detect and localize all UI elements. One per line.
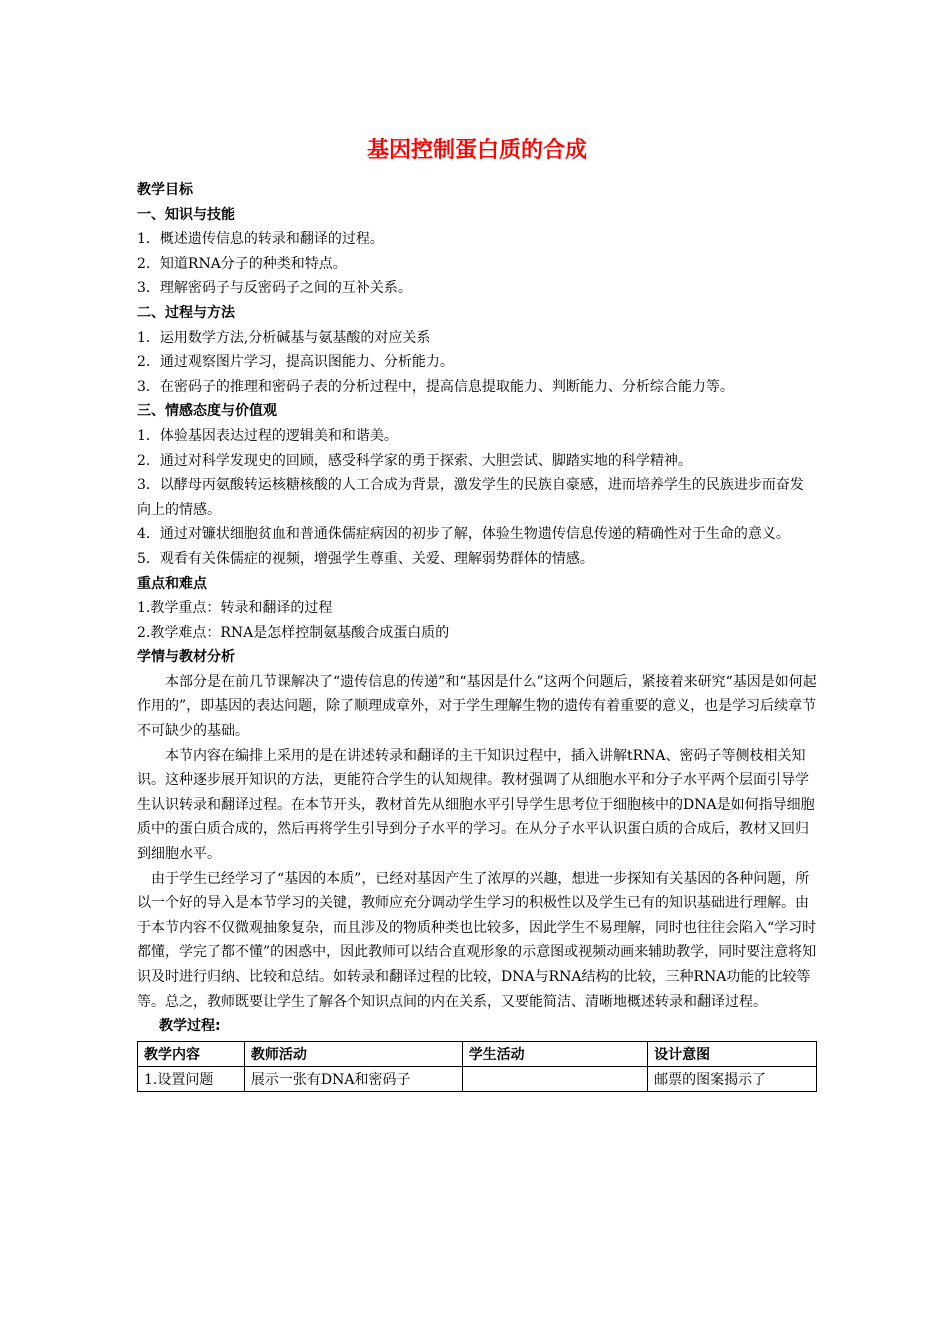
column-header: 教学内容	[138, 1041, 245, 1066]
column-header: 教师活动	[244, 1041, 462, 1066]
section-heading-attitude: 三、情感态度与价值观	[137, 403, 277, 420]
page-title: 基因控制蛋白质的合成	[366, 138, 587, 163]
section-heading-process: 二、过程与方法	[137, 304, 235, 321]
objectives-heading: 教学目标	[137, 182, 193, 198]
objective-item: 3．以酵母丙氨酸转运核糖核酸的人工合成为背景，激发学生的民族自豪感，进而培养学生的民族进步而奋发向上的情感。	[137, 477, 804, 518]
key-point-item: 1.教学重点：转录和翻译的过程	[137, 600, 333, 617]
analysis-paragraph: 本部分是在前几节课解决了“遗传信息的传递”和“基因是什么”这两个问题后，紧接着来研究“基因是如何起作用的”，即基因的表达问题，除了顺理成章外，对于学生理解生物的遗传有着重要的意义，也是学习后续章节不可缺少的基础。	[137, 673, 817, 740]
process-table	[137, 1041, 817, 1092]
section-heading-knowledge: 一、知识与技能	[137, 206, 235, 223]
analysis-heading: 学情与教材分析	[137, 649, 235, 666]
objective-item: 1．概述遗传信息的转录和翻译的过程。	[137, 231, 384, 248]
table-cell	[462, 1066, 647, 1091]
analysis-paragraph: 本节内容在编排上采用的是在讲述转录和翻译的主干知识过程中，插入讲解tRNA、密码子等侧枝相关知识。这种逐步展开知识的方法，更能符合学生的认知规律。教材强调了从细胞水平和分子水平两个层面引导学生认识转录和翻译过程。在本节开头，教材首先从细胞水平引导学生思考位于细胞核中的DNA是如何指导细胞质中的蛋白质合成的，然后再将学生引导到分子水平的学习。在从分子水平认识蛋白质的合成后，教材又回归到细胞水平。	[137, 747, 815, 863]
process-heading: 教学过程:	[159, 1018, 221, 1035]
table-cell: 邮票的图案揭示了	[648, 1066, 817, 1091]
objective-item: 1．体验基因表达过程的逻辑美和和谐美。	[137, 427, 398, 444]
objective-item: 2．通过对科学发现史的回顾，感受科学家的勇于探索、大胆尝试、脚踏实地的科学精神。	[137, 452, 692, 469]
key-points-heading: 重点和难点	[137, 575, 207, 592]
analysis-paragraph: 由于学生已经学习了“基因的本质”，已经对基因产生了浓厚的兴趣，想进一步探知有关基因的各种问题，所以一个好的导入是本节学习的关键，教师应充分调动学生学习的积极性以及学生已有的知识基础进行理解。由于本节内容不仅微观抽象复杂，而且涉及的物质种类也比较多，因此学生不易理解，同时也往往会陷入“学习时都懂，学完了都不懂”的困惑中，因此教师可以结合直观形象的示意图或视频动画来辅助教学，同时要注意将知识及时进行归纳、比较和总结。如转录和翻译过程的比较，DNA与RNA结构的比较，三种RNA功能的比较等等。总之，教师既要让学生了解各个知识点间的内在关系，又要能简洁、清晰地概述转录和翻译过程。	[137, 870, 817, 1010]
key-point-item: 2.教学难点：RNA是怎样控制氨基酸合成蛋白质的	[137, 624, 450, 641]
objective-item: 5．观看有关侏儒症的视频，增强学生尊重、关爱、理解弱势群体的情感。	[137, 550, 594, 567]
document-content	[137, 136, 817, 1092]
objective-item: 3．在密码子的推理和密码子表的分析过程中，提高信息提取能力、判断能力、分析综合能力等。	[137, 378, 734, 395]
objective-item: 3．理解密码子与反密码子之间的互补关系。	[137, 280, 412, 297]
table-cell: 1.设置问题	[138, 1066, 245, 1091]
objective-item: 4．通过对镰状细胞贫血和普通侏儒症病因的初步了解，体验生物遗传信息传递的精确性对于生命的意义。	[137, 526, 790, 543]
objective-item: 2．通过观察图片学习，提高识图能力、分析能力。	[137, 354, 454, 371]
column-header: 设计意图	[648, 1041, 817, 1066]
objective-item: 2．知道RNA分子的种类和特点。	[137, 255, 347, 272]
table-header-row	[138, 1041, 817, 1066]
table-cell: 展示一张有DNA和密码子	[244, 1066, 462, 1091]
column-header: 学生活动	[462, 1041, 647, 1066]
objective-item: 1．运用数学方法,分析碱基与氨基酸的对应关系	[137, 329, 431, 346]
table-row	[138, 1066, 817, 1091]
